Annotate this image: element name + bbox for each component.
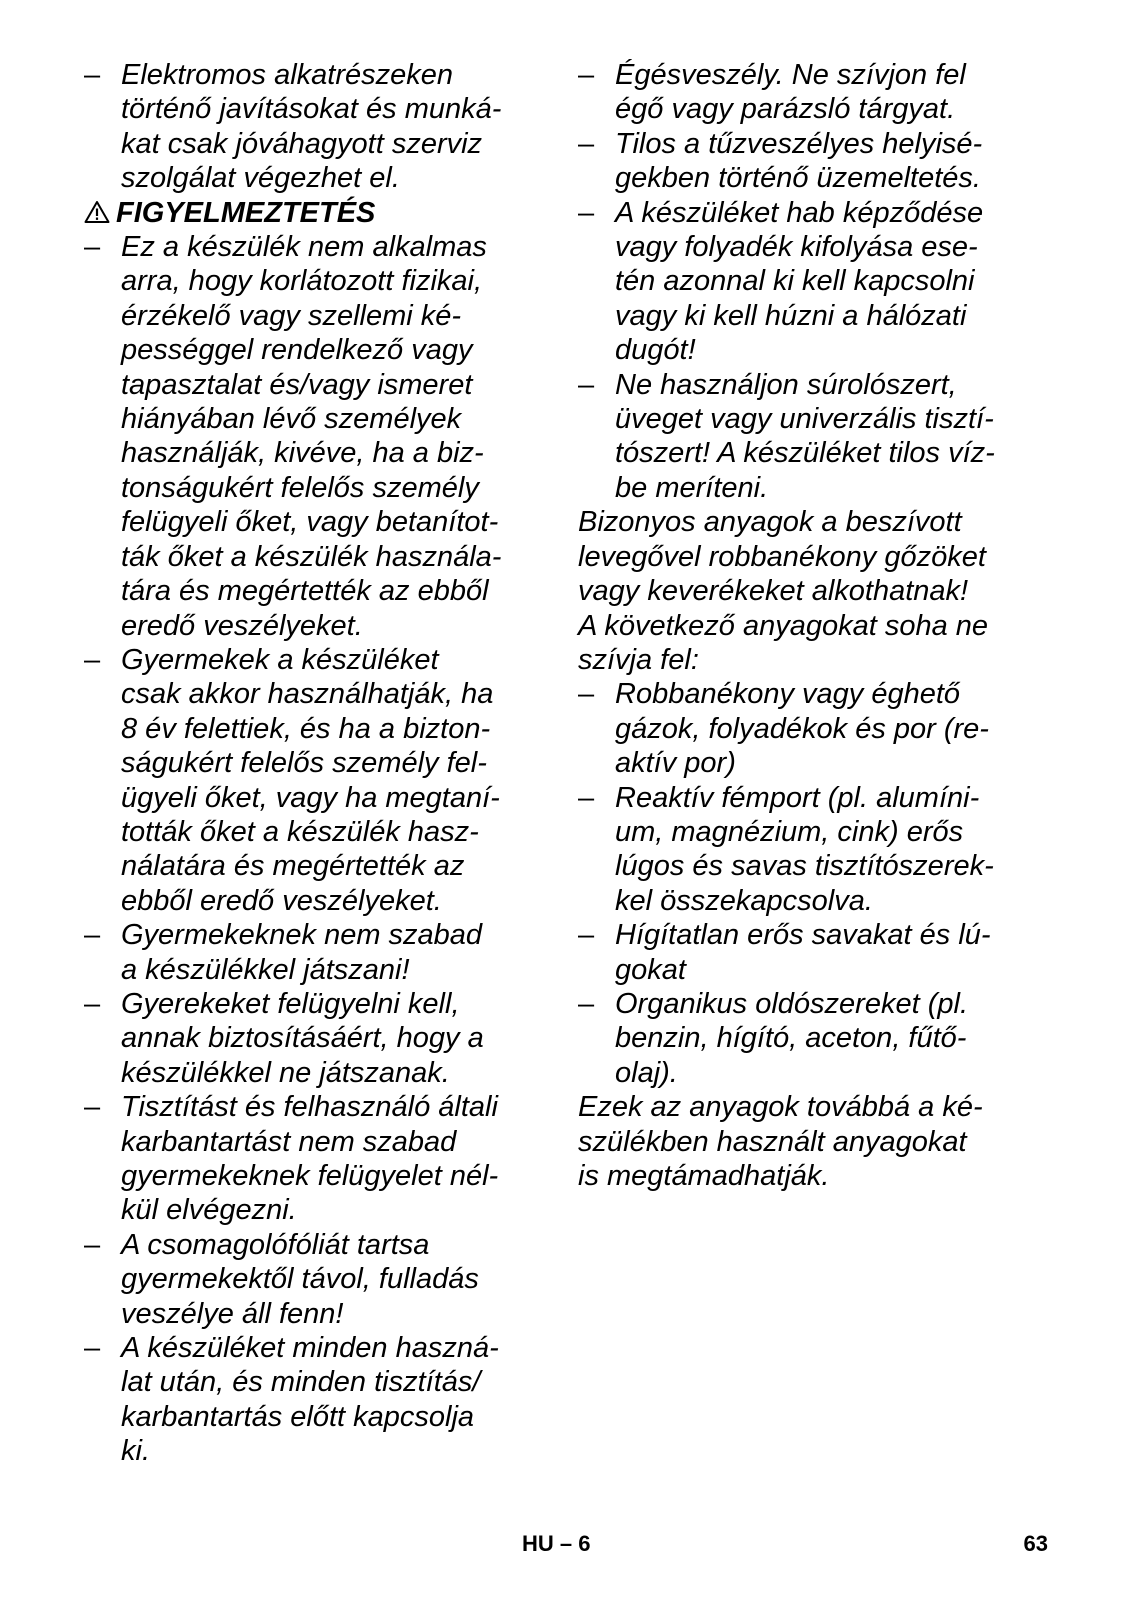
warning-heading bbox=[84, 196, 544, 230]
list-item-text bbox=[121, 58, 544, 196]
text-line: szolgálat végezhet el. bbox=[121, 162, 400, 195]
text-line: um, magnézium, cink) erős bbox=[615, 815, 964, 848]
text-line: tószert! A készüléket tilos víz- bbox=[615, 437, 995, 470]
text-line: felügyeli őket, vagy betanítot- bbox=[121, 506, 499, 539]
text-line: Elektromos alkatrészeken bbox=[121, 59, 454, 91]
text-line: tapasztalat és/vagy ismeret bbox=[121, 368, 473, 401]
list-item-text bbox=[121, 1090, 544, 1228]
text-line: történő javításokat és munká- bbox=[121, 93, 502, 126]
list-item-text bbox=[615, 677, 1048, 780]
list-item-text bbox=[615, 127, 1048, 196]
list-item-text bbox=[615, 368, 1048, 506]
list-item bbox=[84, 230, 544, 643]
text-line: használják, kivéve, ha a biz- bbox=[121, 437, 484, 470]
list-item bbox=[578, 368, 1048, 506]
warning-title: FIGYELMEZTETÉS bbox=[116, 196, 376, 229]
text-line: ügyeli őket, vagy ha megtaní- bbox=[121, 781, 500, 814]
list-item bbox=[578, 918, 1048, 987]
text-line: A készüléket hab képződése bbox=[615, 196, 984, 229]
text-line: be meríteni. bbox=[615, 471, 769, 504]
footer-section-label: HU – 6 bbox=[522, 1531, 591, 1556]
list-item bbox=[578, 196, 1048, 368]
text-line: tonságukért felelős személy bbox=[121, 471, 479, 504]
list-item-text bbox=[615, 196, 1048, 368]
text-line: benzin, hígító, aceton, fűtő- bbox=[615, 1022, 967, 1055]
text-line: szülékben használt anyagokat bbox=[578, 1125, 967, 1158]
list-dash: – bbox=[578, 368, 595, 401]
text-line: szívja fel: bbox=[578, 643, 699, 676]
list-item-text bbox=[121, 230, 544, 643]
list-dash: – bbox=[84, 1332, 101, 1365]
text-line: arra, hogy korlátozott fizikai, bbox=[121, 265, 483, 298]
text-line: érzékelő vagy szellemi ké- bbox=[121, 299, 462, 332]
list-item bbox=[578, 781, 1048, 919]
text-line: Robbanékony vagy éghető bbox=[615, 678, 961, 711]
list-item bbox=[578, 127, 1048, 196]
text-line: Tisztítást és felhasználó általi bbox=[121, 1091, 498, 1124]
text-line: tára és megértették az ebből bbox=[121, 575, 489, 608]
text-line: olaj). bbox=[615, 1056, 678, 1089]
list-dash: – bbox=[578, 919, 595, 952]
text-line: ták őket a készülék használa- bbox=[121, 540, 502, 573]
text-line: gyermekeknek felügyelet nél- bbox=[121, 1160, 499, 1192]
text-line: Ne használjon súrolószert, bbox=[615, 368, 957, 401]
text-line: Égésveszély. Ne szívjon fel bbox=[615, 59, 966, 91]
list-item-text bbox=[121, 1228, 544, 1331]
text-line: pességgel rendelkező vagy bbox=[121, 334, 473, 367]
text-line: a készülékkel játszani! bbox=[121, 953, 410, 986]
text-line: eredő veszélyeket. bbox=[121, 609, 363, 642]
text-line: A csomagolófóliát tartsa bbox=[121, 1228, 430, 1261]
text-line: ki. bbox=[121, 1435, 150, 1468]
text-line: vagy ki kell húzni a hálózati bbox=[615, 299, 967, 332]
list-dash: – bbox=[578, 59, 595, 91]
list-dash: – bbox=[578, 781, 595, 814]
list-item bbox=[578, 677, 1048, 780]
right-column bbox=[578, 58, 1048, 1193]
list-dash: – bbox=[84, 919, 101, 952]
list-item bbox=[84, 987, 544, 1090]
text-line: Bizonyos anyagok a beszívott bbox=[578, 506, 962, 539]
text-line: kel összekapcsolva. bbox=[615, 884, 873, 917]
text-line: veszélye áll fenn! bbox=[121, 1297, 344, 1330]
text-line: Gyermekeknek nem szabad bbox=[121, 919, 483, 952]
list-item bbox=[84, 58, 544, 196]
text-line: A készüléket minden haszná- bbox=[121, 1332, 499, 1365]
text-line: égő vagy parázsló tárgyat. bbox=[615, 93, 956, 126]
list-dash: – bbox=[84, 59, 101, 91]
list-item-text bbox=[615, 918, 1048, 987]
text-line: Reaktív fémport (pl. alumíni- bbox=[615, 781, 980, 814]
text-line: Tilos a tűzveszélyes helyisé- bbox=[615, 127, 983, 160]
list-dash: – bbox=[84, 231, 101, 264]
page-number: 63 bbox=[1023, 1531, 1048, 1556]
text-line: Gyermekek a készüléket bbox=[121, 643, 439, 676]
text-line: karbantartást nem szabad bbox=[121, 1125, 457, 1158]
list-item bbox=[578, 58, 1048, 127]
text-line: ságukért felelős személy fel- bbox=[121, 747, 487, 780]
list-dash: – bbox=[578, 987, 595, 1020]
text-line: Ezek az anyagok továbbá a ké- bbox=[578, 1091, 983, 1124]
text-line: annak biztosításáért, hogy a bbox=[121, 1022, 484, 1055]
text-line: tén azonnal ki kell kapcsolni bbox=[615, 265, 975, 298]
text-line: gyermekektől távol, fulladás bbox=[121, 1263, 479, 1296]
text-line: 8 év felettiek, és ha a bizton- bbox=[121, 712, 491, 745]
list-dash: – bbox=[578, 678, 595, 711]
list-item-text bbox=[615, 781, 1048, 919]
text-line: kül elvégezni. bbox=[121, 1194, 297, 1227]
list-item bbox=[84, 1090, 544, 1228]
list-dash: – bbox=[84, 1228, 101, 1261]
text-line: levegővel robbanékony gőzöket bbox=[578, 540, 986, 573]
paragraph bbox=[578, 505, 1048, 677]
text-line: gokat bbox=[615, 953, 686, 986]
text-line: A következő anyagokat soha ne bbox=[578, 609, 989, 642]
list-dash: – bbox=[84, 643, 101, 676]
list-item bbox=[84, 1331, 544, 1469]
text-line: aktív por) bbox=[615, 747, 736, 780]
text-line: vagy folyadék kifolyása ese- bbox=[615, 231, 978, 264]
list-item bbox=[84, 643, 544, 918]
text-line: nálatára és megértették az bbox=[121, 850, 465, 883]
text-line: kat csak jóváhagyott szerviz bbox=[121, 127, 483, 160]
warning-triangle-icon bbox=[84, 200, 110, 224]
list-item-text bbox=[121, 987, 544, 1090]
list-item-text bbox=[121, 1331, 544, 1469]
list-item bbox=[84, 918, 544, 987]
text-line: tották őket a készülék hasz- bbox=[121, 815, 479, 848]
list-dash: – bbox=[84, 1091, 101, 1124]
list-item-text bbox=[615, 58, 1048, 127]
text-line: gázok, folyadékok és por (re- bbox=[615, 712, 989, 745]
paragraph bbox=[578, 1090, 1048, 1193]
list-dash: – bbox=[578, 127, 595, 160]
list-item bbox=[84, 1228, 544, 1331]
text-line: Hígítatlan erős savakat és lú- bbox=[615, 919, 991, 952]
list-dash: – bbox=[84, 987, 101, 1020]
text-line: készülékkel ne játszanak. bbox=[121, 1056, 450, 1089]
text-line: vagy keverékeket alkothatnak! bbox=[578, 575, 969, 608]
text-line: hiányában lévő személyek bbox=[121, 403, 462, 436]
text-line: ebből eredő veszélyeket. bbox=[121, 884, 442, 917]
text-line: csak akkor használhatják, ha bbox=[121, 678, 494, 711]
list-item bbox=[578, 987, 1048, 1090]
text-line: Ez a készülék nem alkalmas bbox=[121, 231, 487, 264]
text-line: gekben történő üzemeltetés. bbox=[615, 162, 981, 195]
left-column bbox=[84, 58, 544, 1469]
text-line: is megtámadhatják. bbox=[578, 1160, 830, 1192]
text-line: karbantartás előtt kapcsolja bbox=[121, 1400, 475, 1433]
list-item-text bbox=[615, 987, 1048, 1090]
list-dash: – bbox=[578, 196, 595, 229]
text-line: lúgos és savas tisztítószerek- bbox=[615, 850, 994, 883]
text-line: üveget vagy univerzális tisztí- bbox=[615, 403, 994, 436]
text-line: Organikus oldószereket (pl. bbox=[615, 987, 968, 1020]
list-item-text bbox=[121, 643, 544, 918]
text-line: dugót! bbox=[615, 334, 696, 367]
text-line: lat után, és minden tisztítás/ bbox=[121, 1366, 481, 1399]
text-line: Gyerekeket felügyelni kell, bbox=[121, 987, 460, 1020]
list-item-text bbox=[121, 918, 544, 987]
